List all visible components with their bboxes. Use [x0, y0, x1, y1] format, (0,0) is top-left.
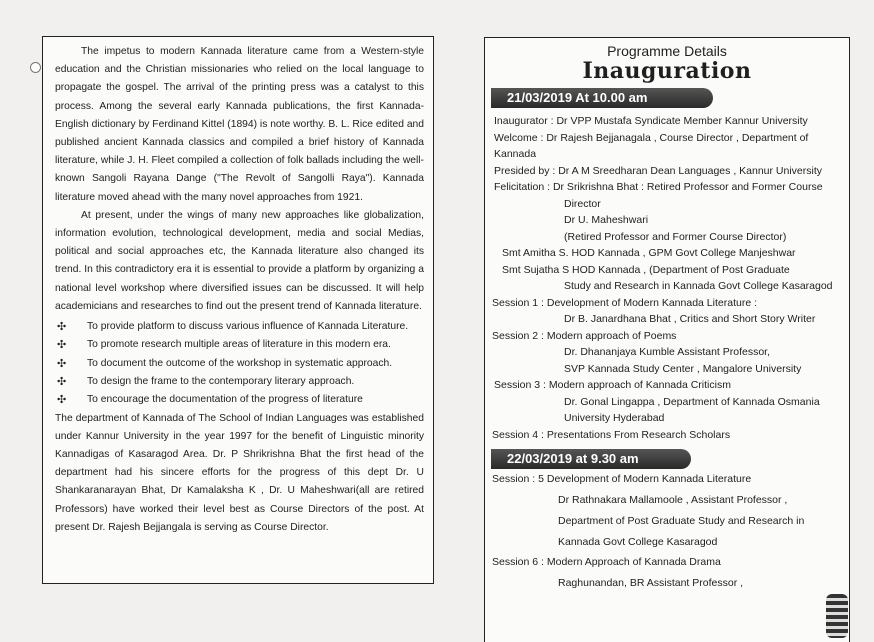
- present-trend-paragraph: At present, under the wings of many new approaches like globalization, information evolution, technological development, media and social Medias, political and social approaches etc, the Kannada literature also changed its trend. In this contradictory era it is essential to provide a platform by organizing a national level workshop where diversified issues can be discussed. It will help academicians and researches to find out the present trend of Kannada literature.: [55, 209, 424, 312]
- schedule-line: Raghunandan, BR Assistant Professor ,: [558, 577, 744, 589]
- left-page-box: [42, 36, 434, 584]
- schedule-line: Dr U. Maheshwari: [564, 214, 649, 226]
- inauguration-heading: Inauguration: [582, 58, 752, 84]
- bullet-icon: ✣: [57, 394, 67, 407]
- schedule-line: Inaugurator : Dr VPP Mustafa Syndicate Member Kannur University: [494, 115, 808, 127]
- schedule-line: Dr. Dhananjaya Kumble Assistant Professor,: [564, 346, 771, 358]
- schedule-line: Smt Amitha S. HOD Kannada , GPM Govt College Manjeshwar: [502, 247, 796, 259]
- punch-hole-mark: [30, 62, 41, 73]
- schedule-line: Smt Sujatha S HOD Kannada , (Department of Post Graduate: [502, 264, 790, 276]
- programme-details-heading: Programme Details: [607, 43, 727, 59]
- page-curl-decoration: [826, 594, 848, 638]
- schedule-line: Dr B. Janardhana Bhat , Critics and Short Story Writer: [564, 313, 816, 325]
- objective-item: ✣ To document the outcome of the workshop in systematic approach.: [55, 355, 424, 373]
- objective-item: ✣ To promote research multiple areas of literature in this modern era.: [55, 336, 424, 354]
- date-banner-day1: 21/03/2019 At 10.00 am: [491, 88, 713, 108]
- objective-item: ✣ To encourage the documentation of the progress of literature: [55, 391, 424, 409]
- objective-item: ✣ To design the frame to the contemporary literary approach.: [55, 373, 424, 391]
- schedule-line: Presided by : Dr A M Sreedharan Dean Languages , Kannur University: [494, 165, 823, 177]
- schedule-line: Session 6 : Modern Approach of Kannada Drama: [492, 556, 721, 568]
- bullet-icon: ✣: [57, 357, 67, 370]
- schedule-line: Session 2 : Modern approach of Poems: [492, 330, 677, 342]
- schedule-line: Session 4 : Presentations From Research Scholars: [492, 429, 731, 441]
- department-paragraph: The department of Kannada of The School of Indian Languages was established under Kannur University in the year 1997 for the benefit of Linguistic minority Kannadigas of Kasaragod Area. Dr. P Shrikrishna Bhat the first head of the department had his sincere efforts for the progress of this dept Dr. U Shankaranarayan Bhat, Dr Kamalaksha K , Dr. U Maheshwari(all are retired Professors) have worked their level best as Course Directors of the post. At present Dr. Rajesh Bejjangala is serving as Course Director.: [55, 412, 424, 533]
- bullet-icon: ✣: [57, 339, 67, 352]
- schedule-line: Session : 5 Development of Modern Kannada Literature: [492, 473, 752, 485]
- objective-item: ✣ To provide platform to discuss various influence of Kannada Literature.: [55, 318, 424, 336]
- bullet-icon: ✣: [57, 375, 67, 388]
- schedule-line: Kannada Govt College Kasaragod: [558, 536, 718, 548]
- schedule-line: Dr. Gonal Lingappa , Department of Kannada Osmania: [564, 396, 820, 408]
- schedule-line: Felicitation : Dr Srikrishna Bhat : Retired Professor and Former Course: [494, 181, 823, 193]
- schedule-line: University Hyderabad: [564, 412, 665, 424]
- schedule-line: Kannada: [494, 148, 537, 160]
- schedule-line: Session 1 : Development of Modern Kannada Literature :: [492, 297, 757, 309]
- schedule-line: Director: [564, 198, 601, 210]
- bullet-icon: ✣: [57, 321, 67, 334]
- programme-page-box: [484, 37, 850, 642]
- schedule-line: Department of Post Graduate Study and Research in: [558, 515, 805, 527]
- schedule-line: SVP Kannada Study Center , Mangalore University: [564, 363, 802, 375]
- intro-paragraph: The impetus to modern Kannada literature came from a Western-style education and the Christian missionaries who relied on the local language to propagate the gospel. The arrival of the printing press was a catalyst to this process. Among the several early Kannada publications, the first Kannada-English dictionary by Ferdinand Kittel (1894) is note worthy. B. L. Rice edited and published ancient Kannada classics and compiled a brief history of Kannada literature, while J. H. Fleet compiled a collection of folk ballads including the well-known Sangoli Rayana Dange ("The Revolt of Sangolli Raya"). Kannada literature moved ahead with the many novel approaches from 1921.: [55, 46, 424, 203]
- schedule-line: Session 3 : Modern approach of Kannada Criticism: [494, 379, 731, 391]
- date-banner-day2: 22/03/2019 at 9.30 am: [491, 449, 691, 469]
- schedule-line: Welcome : Dr Rajesh Bejjanagala , Course Director , Department of: [494, 132, 809, 144]
- schedule-line: (Retired Professor and Former Course Director): [564, 231, 787, 243]
- schedule-line: Study and Research in Kannada Govt College Kasaragod: [564, 280, 833, 292]
- objectives-list: [55, 318, 424, 409]
- schedule-line: Dr Rathnakara Mallamoole , Assistant Professor ,: [558, 494, 788, 506]
